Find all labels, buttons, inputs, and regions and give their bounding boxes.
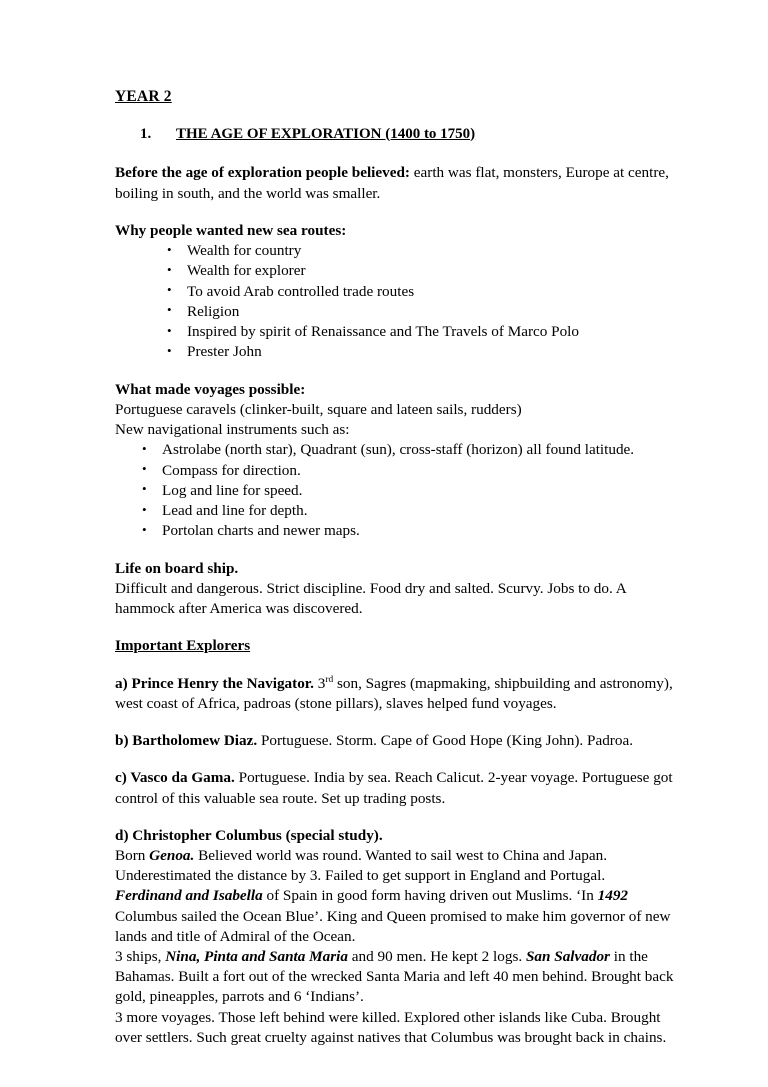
explorer-a-text-post: son, Sagres (mapmaking, shipbuilding and astronomy), west coast of Africa, padroas (stone pillars), slaves helped fund voyages. xyxy=(115,674,673,712)
voyages-possible-heading: What made voyages possible: xyxy=(115,380,306,398)
columbus-line-1 xyxy=(115,846,683,886)
list-item: • Wealth for explorer xyxy=(167,261,683,281)
list-item: • Log and line for speed. xyxy=(142,481,683,501)
section-heading-text: THE AGE OF EXPLORATION (1400 to 1750) xyxy=(176,125,476,142)
spacer xyxy=(115,363,683,380)
sea-routes-block xyxy=(115,221,683,363)
sea-routes-heading: Why people wanted new sea routes: xyxy=(115,221,347,239)
explorer-c-text: Portuguese. India by sea. Reach Calicut. 2-year voyage. Portuguese got control of this valuable sea route. Set up trading posts. xyxy=(115,769,673,807)
columbus-l3-pre: 3 ships, xyxy=(115,948,166,966)
columbus-landfall: San Salvador xyxy=(525,948,610,966)
columbus-l2-post: Columbus sailed the Ocean Blue’. King and Queen promised to make him governor of new lands and title of Admiral of the Ocean. xyxy=(115,907,671,945)
voyages-possible-list xyxy=(142,440,683,541)
columbus-birthplace: Genoa. xyxy=(149,846,195,864)
life-on-board-heading: Life on board ship. xyxy=(115,559,239,577)
explorer-b-label: b) Bartholomew Diaz. xyxy=(115,732,258,750)
voyages-line-2: New navigational instruments such as: xyxy=(115,421,350,439)
explorer-entry-a xyxy=(115,674,683,714)
life-on-board-block xyxy=(115,559,683,620)
numbered-section-heading xyxy=(115,125,683,144)
list-item: • To avoid Arab controlled trade routes xyxy=(167,282,683,302)
columbus-l3-post: in the Bahamas. Built a fort out of the wrecked Santa Maria and left 40 men behind. Brought back gold, pineapples, parrots and 6 ‘Indians’. xyxy=(115,948,674,1006)
ordinal-suffix: rd xyxy=(325,674,334,685)
explorers-heading-wrap xyxy=(115,636,683,656)
page-title: YEAR 2 xyxy=(115,88,172,105)
list-item: • Compass for direction. xyxy=(142,461,683,481)
list-item: • Portolan charts and newer maps. xyxy=(142,521,683,541)
intro-lead: Before the age of exploration people believed: xyxy=(115,164,410,182)
spacer xyxy=(115,542,683,559)
columbus-year: 1492 xyxy=(597,887,629,905)
intro-body: earth was flat, monsters, Europe at centre, boiling in south, and the world was smaller. xyxy=(115,164,669,202)
list-item: • Inspired by spirit of Renaissance and The Travels of Marco Polo xyxy=(167,322,683,342)
section-number: 1. xyxy=(140,125,152,142)
columbus-ships: Nina, Pinta and Santa Maria xyxy=(165,948,348,966)
list-item: • Astrolabe (north star), Quadrant (sun), cross-staff (horizon) all found latitude. xyxy=(142,440,683,460)
life-on-board-body: Difficult and dangerous. Strict discipline. Food dry and salted. Scurvy. Jobs to do. A hammock after America was discovered. xyxy=(115,579,626,618)
columbus-l3-mid: and 90 men. He kept 2 logs. xyxy=(347,948,526,966)
list-item: • Wealth for country xyxy=(167,241,683,261)
columbus-patrons: Ferdinand and Isabella xyxy=(115,887,263,905)
explorer-entry-b xyxy=(115,731,683,751)
list-item: • Religion xyxy=(167,302,683,322)
columbus-line-3 xyxy=(115,947,683,1008)
explorer-b-text: Portuguese. Storm. Cape of Good Hope (King John). Padroa. xyxy=(257,732,633,750)
voyages-possible-block xyxy=(115,380,683,542)
list-item: • Prester John xyxy=(167,342,683,362)
explorer-entry-c xyxy=(115,768,683,808)
columbus-l2-mid: of Spain in good form having driven out Muslims. ‘In xyxy=(262,887,598,905)
document-body xyxy=(115,88,683,1048)
explorer-entry-d xyxy=(115,826,683,1048)
intro-paragraph xyxy=(115,163,683,203)
explorer-a-label: a) Prince Henry the Navigator. xyxy=(115,674,314,692)
sea-routes-list xyxy=(167,241,683,363)
columbus-line-4: 3 more voyages. Those left behind were killed. Explored other islands like Cuba. Brought over settlers. Such great cruelty against natives that Columbus was brought back in chains. xyxy=(115,1008,667,1046)
voyages-line-1: Portuguese caravels (clinker-built, square and lateen sails, rudders) xyxy=(115,400,522,418)
columbus-line-2 xyxy=(115,886,683,947)
explorers-heading: Important Explorers xyxy=(115,637,251,655)
columbus-l1-post: Believed world was round. Wanted to sail west to China and Japan. Underestimated the distance by 3. Failed to get support in England and Portugal. xyxy=(115,846,608,885)
columbus-l1-pre: Born xyxy=(115,846,150,864)
explorer-d-label: d) Christopher Columbus (special study). xyxy=(115,826,383,844)
explorer-c-label: c) Vasco da Gama. xyxy=(115,769,235,787)
list-item: • Lead and line for depth. xyxy=(142,501,683,521)
explorer-a-text-pre: 3 xyxy=(313,674,326,692)
